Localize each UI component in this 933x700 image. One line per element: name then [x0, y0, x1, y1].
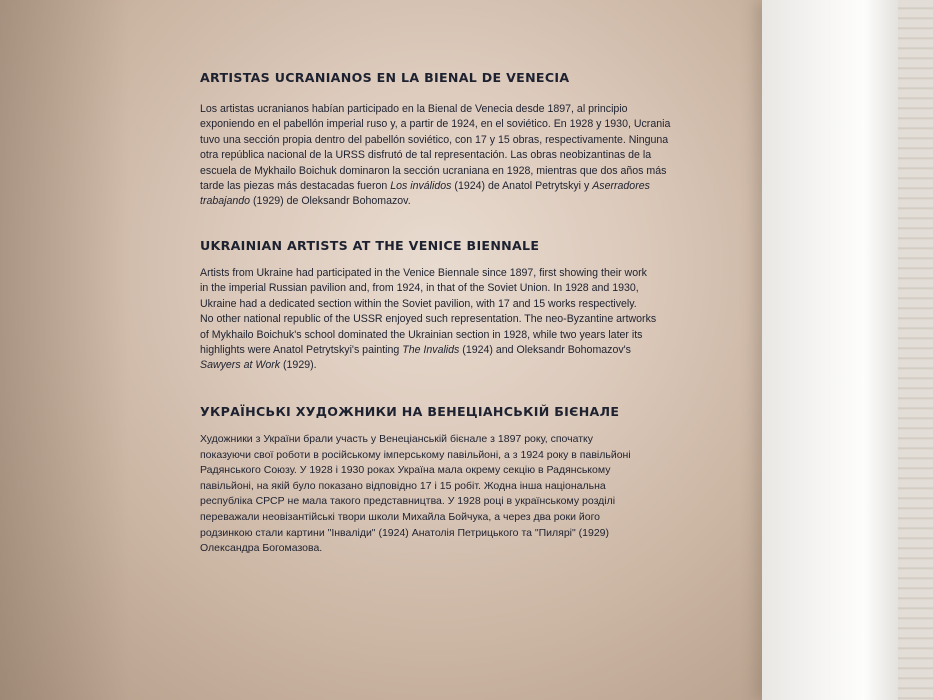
english-line: No other national republic of the USSR enjoyed such representation. The neo-Byzantine artworks — [200, 313, 657, 326]
ukrainian-heading: УКРАЇНСЬКІ ХУДОЖНИКИ НА ВЕНЕЦІАНСЬКІЙ БІЄНАЛЕ — [200, 404, 620, 419]
english-line: of Mykhailo Boichuk's school dominated the Ukrainian section in 1928, while two years later its — [200, 328, 643, 341]
english-line — [200, 358, 650, 373]
english-line: Ukraine had a dedicated section within the Soviet pavilion, with 17 and 15 works respectively. — [200, 297, 637, 310]
spanish-line: exponiendo en el pabellón imperial ruso y, a partir de 1924, en el soviético. En 1928 y 1930, Ucrania — [200, 118, 671, 131]
spanish-text: (1929) de Oleksandr Bohomazov. — [250, 195, 411, 208]
spanish-line: Los artistas ucranianos habían participado en la Bienal de Venecia desde 1897, al principio — [200, 103, 628, 115]
spanish-artwork-title: Aserradores — [592, 180, 650, 193]
english-line: Artists from Ukraine had participated in the Venice Biennale since 1897, first showing their work — [200, 267, 647, 279]
ukrainian-line: Художники з України брали участь у Венеціанській бієнале з 1897 року, спочатку — [200, 433, 594, 445]
ukrainian-line: Олександра Богомазова. — [200, 542, 323, 555]
spanish-text: tarde las piezas más destacadas fueron — [200, 180, 391, 193]
spanish-line — [200, 179, 650, 194]
wall-shadow — [0, 0, 130, 700]
english-heading: UKRAINIAN ARTISTS AT THE VENICE BIENNALE — [200, 238, 540, 253]
spanish-line: otra república nacional de la URSS disfrutó de tal representación. Las obras neobizantinas de la — [200, 149, 652, 162]
english-text: (1924) and Oleksandr Bohomazov's — [459, 344, 631, 357]
english-paragraph — [200, 266, 657, 374]
spanish-heading: ARTISTAS UCRANIANOS EN LA BIENAL DE VENECIA — [200, 70, 570, 85]
spanish-text: (1924) de Anatol Petrytskyi y — [451, 180, 593, 193]
english-line: in the imperial Russian pavilion and, from 1924, in that of the Soviet Union. In 1928 and 1930, — [200, 282, 639, 295]
ukrainian-line: переважали неовізантійські твори школи Михайла Бойчука, а через два роки його — [200, 510, 601, 523]
ukrainian-line: павільйоні, на якій було показано відповідно 17 і 15 робіт. Жодна інша національна — [200, 479, 606, 492]
spanish-line — [200, 194, 650, 209]
english-line — [200, 343, 650, 358]
window-blinds — [898, 0, 933, 700]
spanish-paragraph — [200, 102, 671, 210]
english-text: (1929). — [280, 359, 317, 372]
spanish-artwork-title: Los inválidos — [390, 180, 452, 193]
spanish-line: tuvo una sección propia dentro del pabellón soviético, con 17 y 15 obras, respectivamente. Ninguna — [200, 133, 669, 146]
white-column — [762, 0, 898, 700]
ukrainian-line: родзинкою стали картини "Інваліди" (1924) Анатолія Петрицького та "Пилярі" (1929) — [200, 526, 610, 539]
ukrainian-paragraph — [200, 432, 670, 557]
ukrainian-line: показуючи свої роботи в російському імперському павільйоні, а з 1924 року в павільйоні — [200, 448, 631, 461]
english-artwork-title: The Invalids — [402, 344, 460, 357]
spanish-line: escuela de Mykhailo Boichuk dominaron la sección ucraniana en 1928, mientras que dos años más — [200, 164, 667, 177]
english-text: highlights were Anatol Petrytskyi's painting — [200, 344, 403, 357]
ukrainian-line: Радянського Союзу. У 1928 і 1930 роках Україна мала окрему секцію в Радянському — [200, 464, 611, 477]
spanish-artwork-title: trabajando — [200, 195, 251, 208]
english-artwork-title: Sawyers at Work — [200, 359, 281, 372]
ukrainian-line: республіка СРСР не мала такого представництва. У 1928 році в українському розділі — [200, 495, 616, 508]
